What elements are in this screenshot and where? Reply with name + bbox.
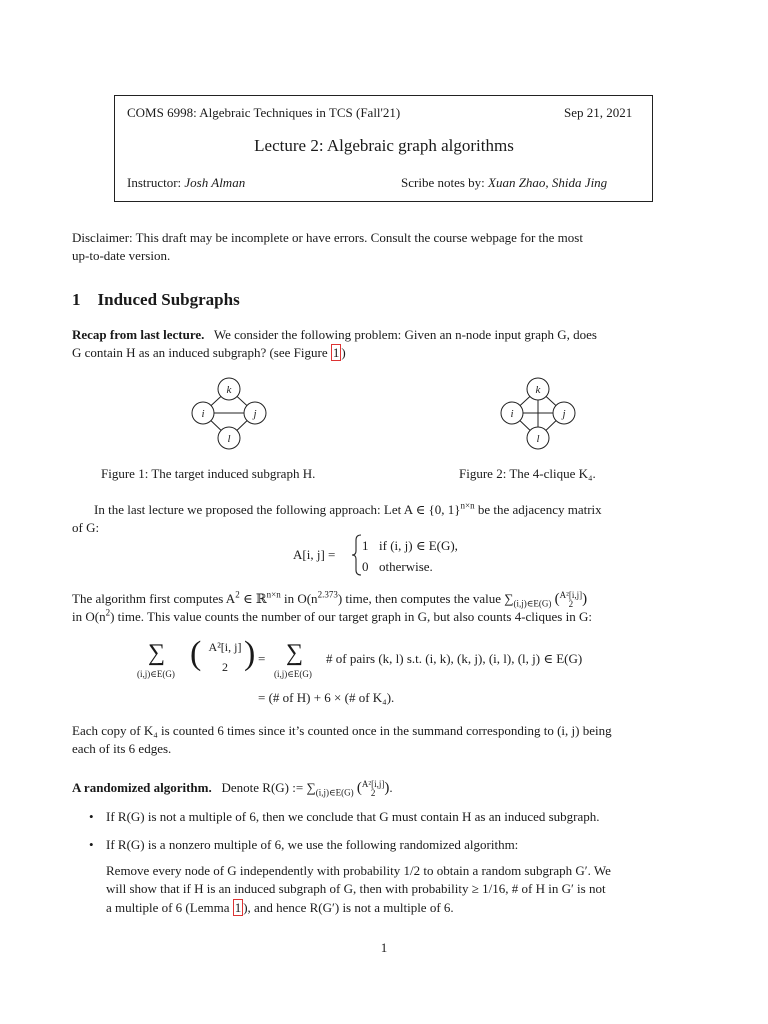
sum-symbol-1: ∑ (148, 640, 166, 666)
label-k: k (226, 384, 232, 396)
label-k: k (535, 384, 541, 396)
section-number: 1 (72, 290, 81, 309)
lemma-1-link[interactable]: 1 (234, 900, 242, 915)
randomized-heading-line: A randomized algorithm. Denote R(G) := $\sum_{(i,j)\in E(G)}$ ( A²[i,j] 2 ). (72, 779, 393, 799)
case-2-value: 0 (362, 559, 369, 574)
binom-bottom: 2 (222, 660, 228, 674)
algorithm-line-1: The algorithm first computes $A^2$ ∈ ℝ$^{n\times n}$ in $O(n^{2.373})$ time, then computes the value $\sum_{(i,j)\in E(G)}$ ( A²[i,j] 2 ) (72, 589, 588, 610)
lecture-title: Lecture 2: Algebraic graph algorithms (254, 136, 514, 155)
approach-line-2: of G: (72, 520, 100, 535)
sum-2-subscript: (i,j)∈E(G) (274, 669, 312, 679)
binom-close-paren: ) (244, 635, 256, 672)
count-line-1: Each copy of K₄ is counted 6 times since it’s counted once in the summand corresponding to (i, j) being (72, 723, 612, 738)
figure-1-link[interactable]: 1 (332, 345, 340, 360)
sum-1-subscript: (i,j)∈E(G) (137, 669, 175, 679)
bullet-2-marker: • (89, 837, 94, 852)
figure-1-graph-h (180, 373, 280, 453)
disclaimer-line-2: up-to-date version. (72, 248, 171, 263)
approach-line-1: In the last lecture we proposed the following approach: Let A ∈ {0, 1}$^{n\times n}$ be the adjacency matrix (94, 500, 602, 517)
label-j: j (562, 408, 566, 420)
figure-1-caption: Figure 1: The target induced subgraph H. (101, 466, 316, 481)
bullet-1-text: If R(G) is not a multiple of 6, then we conclude that G must contain H as an induced subgraph. (106, 809, 600, 824)
section-title: Induced Subgraphs (97, 290, 240, 309)
case-1-condition: if (i, j) ∈ E(G), (379, 538, 458, 553)
matrix-def-lhs: A[i, j] = (293, 547, 336, 562)
figure-2-graph-k4 (488, 373, 588, 453)
lecture-date: Sep 21, 2021 (564, 105, 633, 120)
recap-line-1: Recap from last lecture. We consider the following problem: Given an n-node input graph G, does (72, 327, 597, 342)
case-1-value: 1 (362, 538, 369, 553)
instructor-line: Instructor: Josh Alman (127, 175, 246, 190)
label-j: j (253, 408, 257, 420)
label-l: l (536, 433, 540, 445)
count-line-2: each of its 6 edges. (72, 741, 172, 756)
page-number: 1 (380, 940, 388, 955)
bullet-body-line-1: Remove every node of G independently with probability 1/2 to obtain a random subgraph G′. We (106, 863, 611, 878)
equals-sign: = (258, 651, 266, 666)
scribe-line: Scribe notes by: Xuan Zhao, Shida Jing (401, 175, 608, 190)
bullet-body-line-3: a multiple of 6 (Lemma 1 ), and hence R(G′) is not a multiple of 6. (106, 900, 454, 915)
bullet-1-marker: • (89, 809, 94, 824)
case-2-condition: otherwise. (379, 559, 433, 574)
recap-line-2: G contain H as an induced subgraph? (see Figure 1 ) (72, 345, 346, 360)
bullet-2-text: If R(G) is a nonzero multiple of 6, we use the following randomized algorithm: (106, 837, 519, 852)
course-name: COMS 6998: Algebraic Techniques in TCS (Fall'21) (127, 105, 401, 120)
disclaimer-line-1: Disclaimer: This draft may be incomplete or have errors. Consult the course webpage for the most (72, 230, 583, 245)
binom-open-paren: ( (190, 635, 202, 672)
label-i: i (510, 408, 514, 420)
equation-rhs-2: = (# of H) + 6 × (# of K₄). (258, 690, 395, 705)
section-heading (72, 290, 240, 310)
label-l: l (227, 433, 231, 445)
binom-top: A²[i, j] (208, 640, 242, 654)
label-i: i (201, 408, 205, 420)
algorithm-line-2: in $O(n^2)$ time. This value counts the number of our target graph in G, but also counts 4-cliques in G: (72, 607, 592, 624)
bullet-body-line-2: will show that if H is an induced subgraph of G, then with probability ≥ 1/16, # of H in G′ is not (106, 881, 606, 896)
figure-2-caption: Figure 2: The 4-clique K₄. (459, 466, 596, 481)
sum-symbol-2: ∑ (286, 640, 304, 666)
equation-rhs-1: # of pairs (k, l) s.t. (i, k), (k, j), (i, l), (l, j) ∈ E(G) (326, 651, 583, 666)
